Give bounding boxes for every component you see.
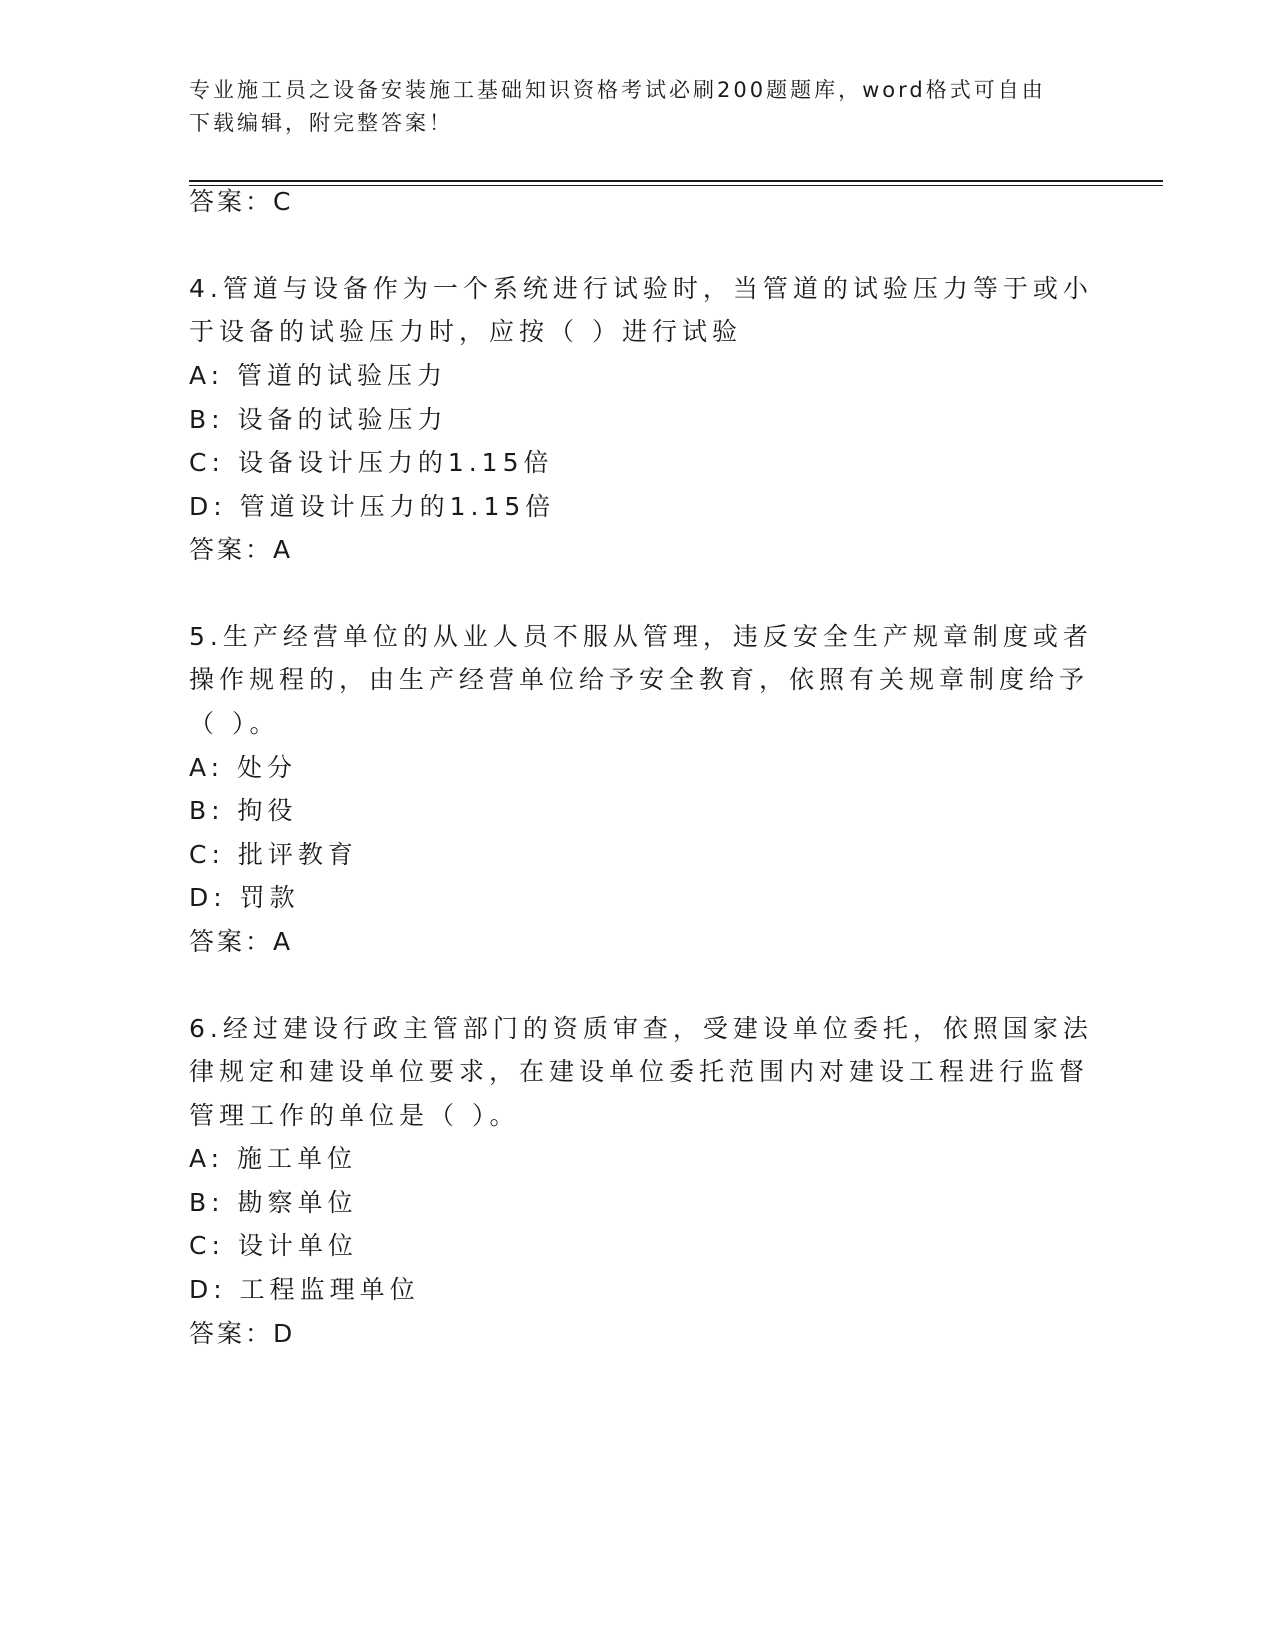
document-header: 专业施工员之设备安装施工基础知识资格考试必刷200题题库，word格式可自由下载编辑，附完整答案！ [189,78,1046,135]
answer-q4: 答案：A [189,535,294,564]
question-4-option-c: C: 设备设计压力的1.15倍 [189,448,554,477]
question-6-line-3: 管理工作的单位是（ ）。 [189,1101,520,1130]
answer-q5: 答案：A [189,927,294,956]
header-rule-thick [189,180,1163,182]
question-4-line-1: 4.管道与设备作为一个系统进行试验时，当管道的试验压力等于或小 [189,274,1093,303]
question-5-option-c: C: 批评教育 [189,840,358,869]
question-5-line-3: （ ）。 [189,709,280,738]
question-6-line-1: 6.经过建设行政主管部门的资质审查，受建设单位委托，依照国家法 [189,1014,1093,1043]
question-4-line-2: 于设备的试验压力时，应按（ ）进行试验 [189,317,742,346]
question-6-option-d: D: 工程监理单位 [189,1275,420,1304]
question-4-option-b: B: 设备的试验压力 [189,405,448,434]
question-5-line-1: 5.生产经营单位的从业人员不服从管理，违反安全生产规章制度或者 [189,622,1093,651]
question-4-option-a: A: 管道的试验压力 [189,361,448,390]
question-6-option-b: B: 勘察单位 [189,1188,358,1217]
question-6-option-a: A: 施工单位 [189,1144,358,1173]
header-rule-thin [189,185,1163,186]
question-4-option-d: D: 管道设计压力的1.15倍 [189,492,556,521]
question-5-line-2: 操作规程的，由生产经营单位给予安全教育，依照有关规章制度给予 [189,665,1090,694]
question-6-line-2: 律规定和建设单位要求，在建设单位委托范围内对建设工程进行监督 [189,1057,1090,1086]
question-5-option-d: D: 罚款 [189,883,300,912]
question-5-option-b: B: 拘役 [189,796,298,825]
question-5-option-a: A: 处分 [189,753,298,782]
answer-q3: 答案：C [189,187,294,216]
answer-q6: 答案：D [189,1319,296,1348]
question-6-option-c: C: 设计单位 [189,1231,358,1260]
